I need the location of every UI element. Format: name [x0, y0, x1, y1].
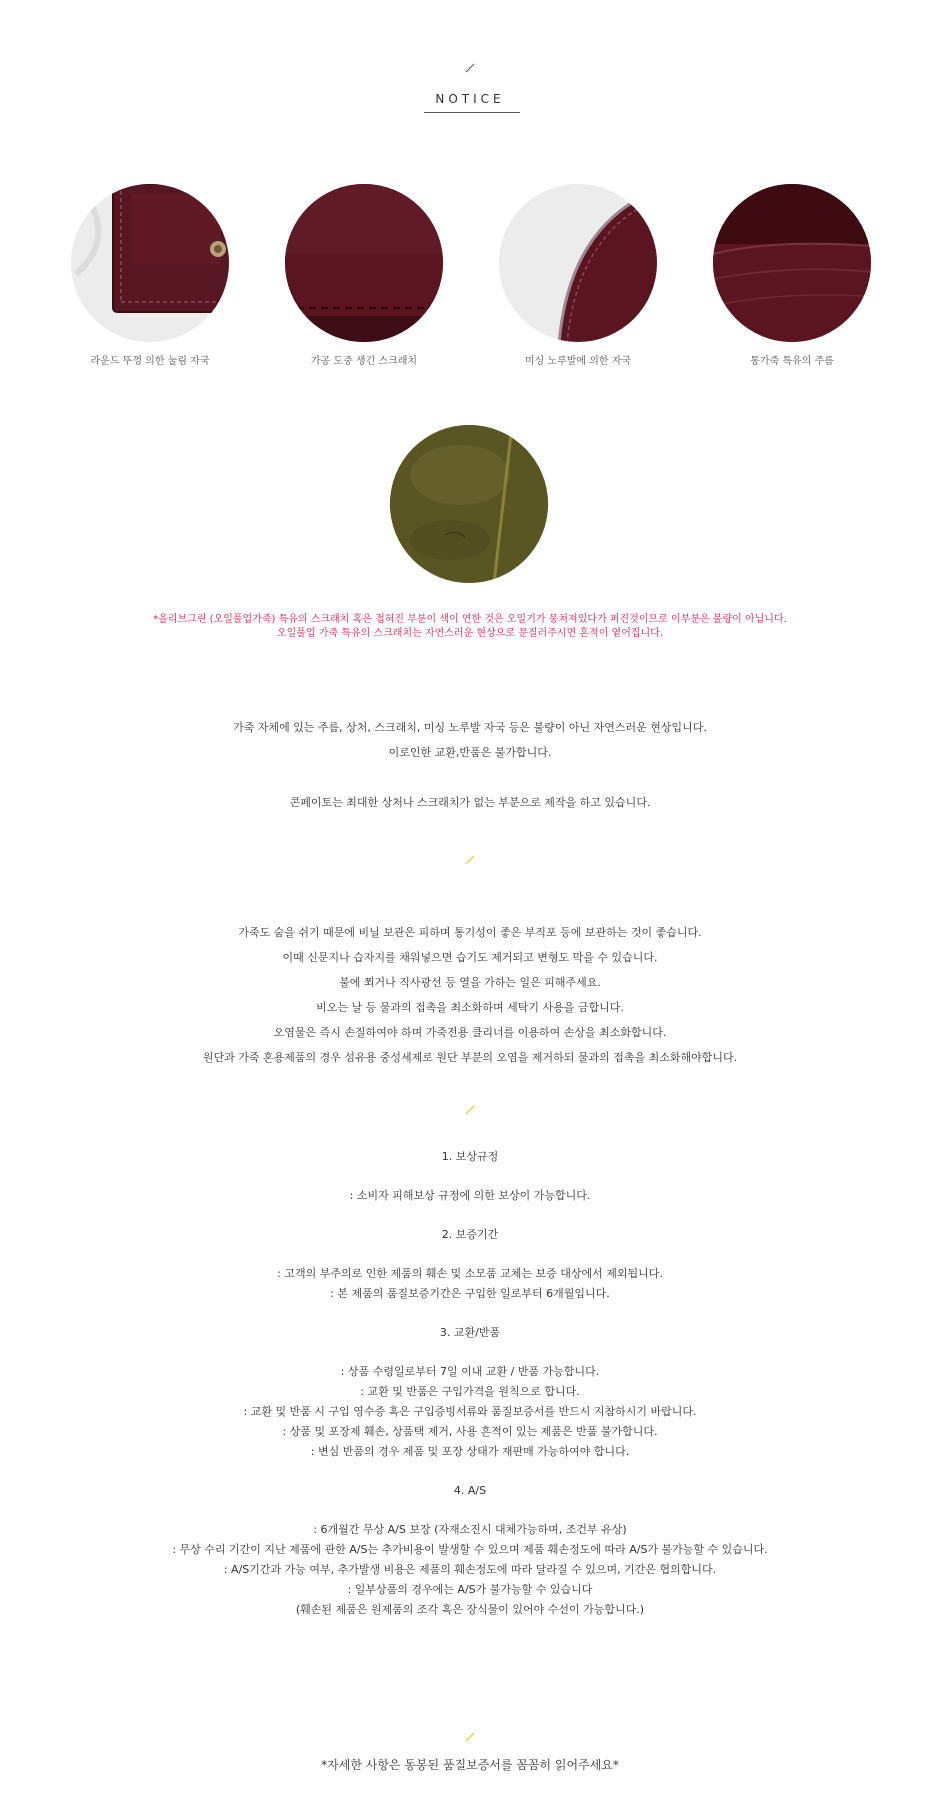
stitch-scratch-photo-icon	[285, 184, 443, 342]
policy-text: : 일부상품의 경우에는 A/S가 불가능할 수 있습니다	[347, 1583, 593, 1596]
photo-caption: 통가죽 특유의 주름	[750, 356, 834, 367]
care-text: 원단과 가죽 혼용제품의 경우 섬유용 중성세제로 원단 부분의 오염을 제거하되 물과의 접촉을 최소화해야합니다.	[202, 1051, 738, 1064]
wallet-corner-photo-icon	[71, 184, 229, 342]
divider-slash-icon	[463, 61, 477, 75]
divider-slash-icon	[463, 1730, 477, 1744]
divider-slash-icon	[463, 853, 477, 867]
stitch-edge-photo-icon	[499, 184, 657, 342]
care-text: 오염물은 즉시 손질하여야 하며 가죽전용 클리너를 이용하여 손상을 최소화합니다.	[273, 1026, 667, 1039]
photo-caption: 가공 도중 생긴 스크래치	[310, 356, 418, 367]
care-text: 불에 쬐거나 직사광선 등 열을 가하는 일은 피해주세요.	[339, 976, 601, 989]
policy-text: : 소비자 피해보상 규정에 의한 보상이 가능합니다.	[349, 1189, 591, 1202]
policy-text: : 본 제품의 품질보증기간은 구입한 일로부터 6개월입니다.	[330, 1287, 610, 1300]
care-text: 가죽도 숨을 쉬기 때문에 비닐 보관은 피하며 통기성이 좋은 부직포 등에 보관하는 것이 좋습니다.	[238, 926, 702, 939]
photo-stitch-scratch	[285, 184, 443, 342]
photo-wallet-corner	[71, 184, 229, 342]
care-text: 이때 신문지나 습자지를 채워넣으면 습기도 제거되고 변형도 막을 수 있습니다.	[282, 951, 658, 964]
policy-text: : 교환 및 반품 시 구입 영수증 혹은 구입증빙서류와 품질보증서를 반드시 지참하시기 바랍니다.	[243, 1405, 697, 1418]
policy-heading: 3. 교환/반품	[439, 1326, 501, 1339]
policy-text: (훼손된 제품은 원제품의 조각 혹은 장식물이 있어야 수선이 가능합니다.)	[295, 1603, 645, 1616]
policy-heading: 1. 보상규정	[441, 1150, 499, 1163]
olive-green-note: *올리브그린 (오일풀업가죽) 특유의 스크래치 혹은 접혀진 부분이 색이 연한 것은 오일기가 뭉쳐져있다가 퍼진것이므로 이부분은 불량이 아닙니다.	[153, 614, 787, 625]
leather-wrinkle-photo-icon	[713, 184, 871, 342]
info-text: 콘페이토는 최대한 상처나 스크래치가 없는 부분으로 제작을 하고 있습니다.	[289, 796, 651, 809]
policy-text: : 변심 반품의 경우 제품 및 포장 상태가 재판매 가능하여야 합니다.	[310, 1445, 630, 1458]
policy-text: : 상품 수령일로부터 7일 이내 교환 / 반품 가능합니다.	[340, 1365, 600, 1378]
policy-text: : 6개월간 무상 A/S 보장 (자재소진시 대체가능하며, 조건부 유상)	[313, 1523, 627, 1536]
policy-text: : 교환 및 반품은 구입가격을 원칙으로 합니다.	[360, 1385, 580, 1398]
info-text: 이로인한 교환,반품은 불가합니다.	[388, 746, 552, 759]
policy-heading: 4. A/S	[453, 1484, 487, 1497]
notice-title: NOTICE	[435, 92, 505, 106]
policy-heading: 2. 보증기간	[441, 1228, 499, 1241]
info-text: 가죽 자체에 있는 주름, 상처, 스크래치, 미싱 노루발 자국 등은 불량이 아닌 자연스러운 현상입니다.	[233, 721, 707, 734]
warranty-reminder: *자세한 사항은 동봉된 품질보증서를 꼼꼼히 읽어주세요*	[321, 1758, 619, 1772]
policy-text: : 상품 및 포장제 훼손, 상품택 제거, 사용 흔적이 있는 제품은 반품 불가합니다.	[282, 1425, 658, 1438]
notice-underline	[424, 112, 520, 113]
policy-text: : 고객의 부주의로 인한 제품의 훼손 및 소모품 교체는 보증 대상에서 제외됩니다.	[277, 1267, 663, 1280]
photo-leather-wrinkle	[713, 184, 871, 342]
olive-leather-photo-icon	[390, 425, 548, 583]
policy-text: : 무상 수리 기간이 지난 제품에 관한 A/S는 추가비용이 발생할 수 있으며 제품 훼손정도에 따라 A/S가 불가능할 수 있습니다.	[172, 1543, 768, 1556]
photo-stitch-edge	[499, 184, 657, 342]
policy-text: : A/S기간과 가능 여부, 추가발생 비용은 제품의 훼손정도에 따라 달라질 수 있으며, 기간은 협의합니다.	[223, 1563, 717, 1576]
photo-caption: 미싱 노루발에 의한 자국	[524, 356, 632, 367]
divider-slash-icon	[463, 1103, 477, 1117]
care-text: 비오는 날 등 물과의 접촉을 최소화하며 세탁기 사용을 금합니다.	[316, 1001, 624, 1014]
photo-caption: 라운드 뚜껑 의한 눌림 자국	[90, 356, 210, 367]
oil-pullup-note: 오일풀업 가죽 특유의 스크래치는 자연스러운 현상으로 문질러주시면 흔적이 옅어집니다.	[276, 628, 664, 639]
photo-olive-leather	[390, 425, 548, 583]
